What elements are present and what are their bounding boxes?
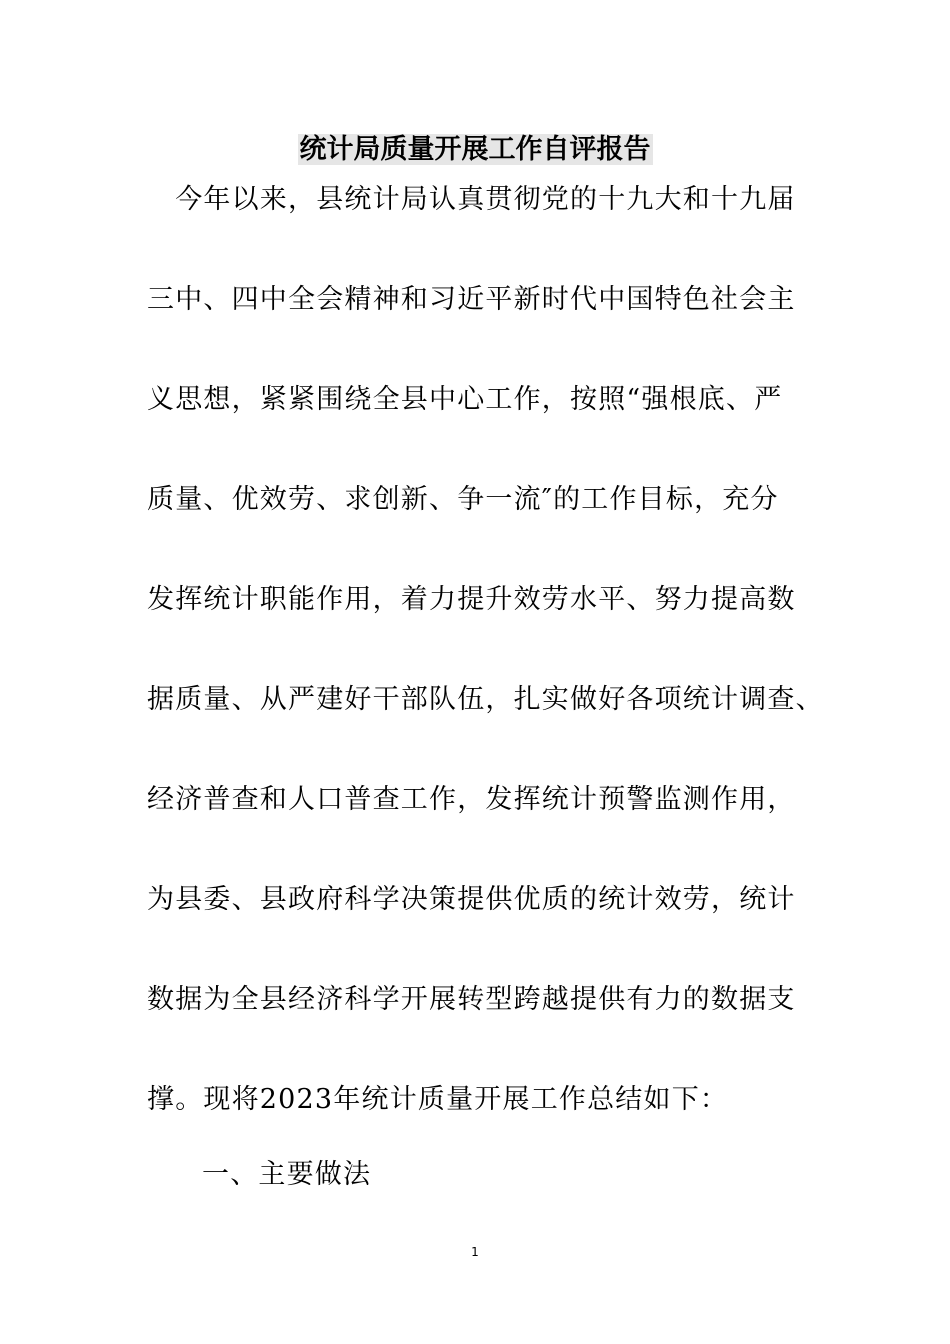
page-number: 1 [471, 1245, 479, 1259]
paragraph-line-5: 发挥统计职能作用，着力提升效劳水平、努力提高数 [147, 584, 796, 615]
paragraph-line-3: 义思想，紧紧围绕全县中心工作，按照“强根底、严 [147, 384, 783, 415]
paragraph-line-1: 今年以来，县统计局认真贯彻党的十九大和十九届 [147, 184, 796, 215]
paragraph-line-4: 质量、优效劳、求创新、争一流″的工作目标，充分 [147, 484, 779, 515]
section-heading: 一、主要做法 [202, 1159, 372, 1190]
document-title [0, 130, 950, 170]
paragraph-line-9: 数据为全县经济科学开展转型跨越提供有力的数据支 [147, 984, 796, 1015]
paragraph-line-7: 经济普查和人口普查工作，发挥统计预警监测作用， [147, 784, 796, 815]
paragraph-line-2: 三中、四中全会精神和习近平新时代中国特色社会主 [147, 284, 796, 315]
paragraph-line-8: 为县委、县政府科学决策提供优质的统计效劳，统计 [147, 884, 796, 915]
document-title-text: 统计局质量开展工作自评报告 [299, 134, 651, 165]
paragraph-line-6: 据质量、从严建好干部队伍，扎实做好各项统计调查、 [147, 684, 824, 715]
paragraph-line-10: 撑。现将2023年统计质量开展工作总结如下： [147, 1084, 729, 1115]
